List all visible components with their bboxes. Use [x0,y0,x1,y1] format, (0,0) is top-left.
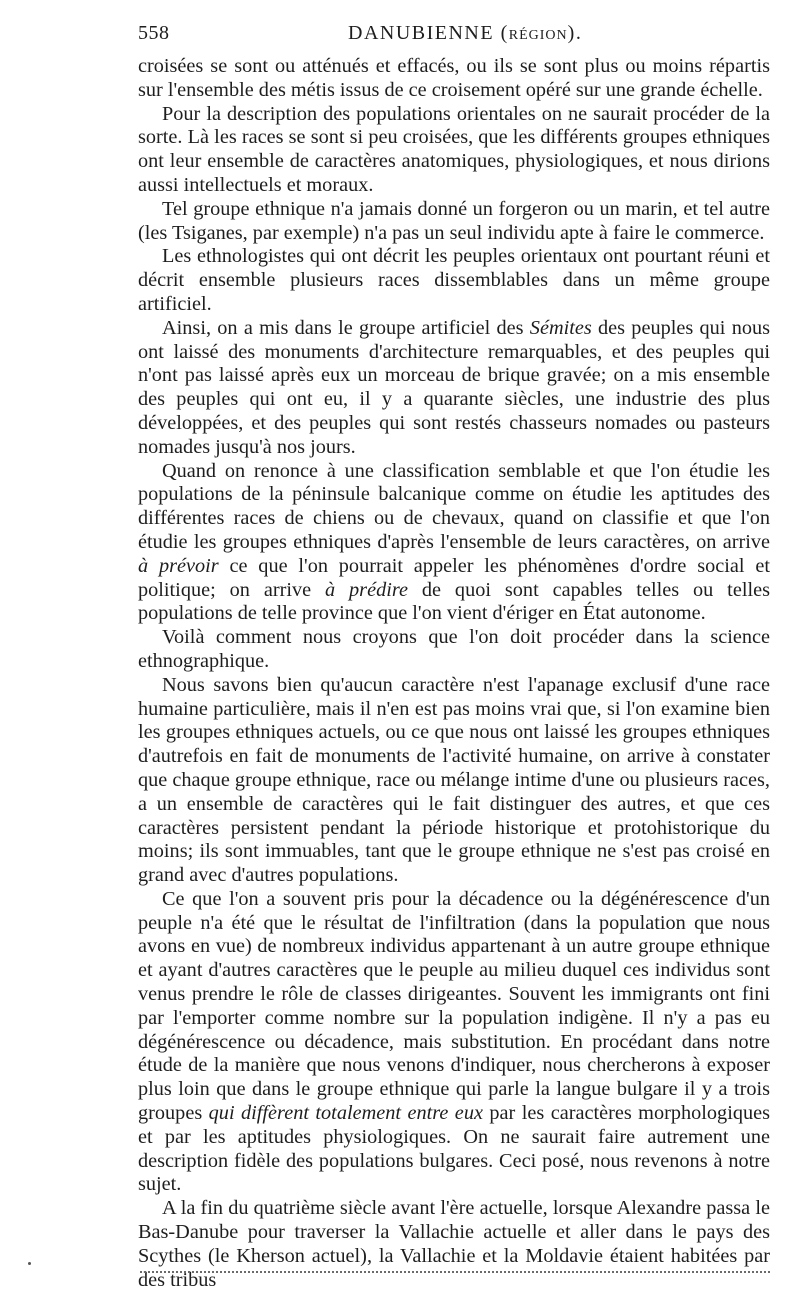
text-run: Nous savons bien qu'aucun caractère n'est l'apanage exclusif d'une race humaine particulière, mais il n'en est pas moins vrai que, si l'on examine bien les groupes ethniques actuels, ou ce que nous ont laissé les groupes ethniques d'autrefois en fait de monuments de l'activité humaine, on arrive à constater que chaque groupe ethnique, race ou mélange intime d'une ou plusieurs races, a un ensemble de caractères qui le fait distinguer des autres, et que ces caractères persistent pendant la période historique et protohistorique du moins; ils sont immuables, tant que le groupe ethnique ne s'est pas croisé en grand avec d'autres populations. [138,673,770,887]
footer-dotted-rule [140,1271,770,1273]
paragraph [138,626,770,674]
italic-text: qui diffèrent totalement entre eux [208,1102,483,1125]
text-run: Tel groupe ethnique n'a jamais donné un forgeron ou un marin, et tel autre (les Tsiganes, par exemple) n'a pas un seul individu apte à faire le commerce. [138,197,770,244]
text-run: Ainsi, on a mis dans le groupe artificiel des [162,316,530,339]
paragraph [138,55,770,103]
text-run: par les caractères morphologiques et par les aptitudes physiologiques. On ne saurait faire autrement une description fidèle des populations bulgares. Ceci posé, nous revenons à notre sujet. [138,1102,771,1196]
running-head [348,22,582,45]
page-number: 558 [138,22,170,44]
paragraph [138,674,770,888]
text-run: Quand on renonce à une classification semblable et que l'on étudie les populations de la péninsule balcanique comme on étudie les aptitudes des différentes races de chiens ou de chevaux, quand on classifie et que l'on étudie les groupes ethniques d'après l'ensemble de leurs caractères, on arrive [138,459,770,553]
text-run: croisées se sont ou atténués et effacés, ou ils se sont plus ou moins répartis sur l'ensemble des métis issus de ce croisement opéré sur une grande échelle. [138,55,770,101]
text-run: Pour la description des populations orientales on ne saurait procéder de la sorte. Là les races se sont si peu croisées, que les différents groupes ethniques ont leur ensemble de caractères anatomiques, physiologiques, et nous dirions aussi intellectuels et moraux. [138,102,770,196]
running-head-small-caps: RÉGION [508,28,568,43]
italic-text: Sémites [529,316,592,339]
text-run: de quoi sont capables telles ou telles populations de telle province que l'on vient d'ériger en État autonome. [138,578,770,625]
text-run: Ce que l'on a souvent pris pour la décadence ou la dégénérescence d'un peuple n'a été que le résultat de l'infiltration (dans la population que nous avons en vue) de nombreux individus appartenant à un autre groupe ethnique et ayant d'autres caractères que le peuple au milieu duquel ces individus sont venus prendre le rôle de classes dirigeantes. Souvent les immigrants ont fini par l'emporter comme nombre sur la population indigène. Il n'y a pas eu dégénérescence ou décadence, mais substitution. En procédant dans notre étude de la manière que nous venons d'indiquer, nous chercherons à exposer plus loin que dans le groupe ethnique qui parle la langue bulgare il y a trois groupes [138,887,770,1125]
paragraph [138,317,770,460]
text-run: A la fin du quatrième siècle avant l'ère actuelle, lorsque Alexandre passa le Bas-Danube pour traverser la Vallachie actuelle et aller dans le pays des Scythes (le Kherson actuel), la Vallachie et la Moldavie étaient habitées par des tribus [138,1197,770,1291]
running-head-main: DANUBIENNE ( [348,22,509,44]
paragraph [138,888,770,1197]
page-header [138,22,770,52]
text-run: des peuples qui nous ont laissé des monuments d'architecture remarquables, et des peuples qui n'ont pas laissé après eux un morceau de brique gravée; on a mis ensemble des peuples qui ont eu, il y a quarante siècles, une industrie des plus développées, et des peuples qui sont restés chasseurs nomades ou pasteurs nomades jusqu'à nos jours. [138,316,771,458]
italic-text: à prédire [325,578,408,601]
paragraph [138,245,770,316]
text-run: Voilà comment nous croyons que l'on doit procéder dans la science ethnographique. [138,626,770,672]
stray-ink-mark [28,1262,31,1265]
paragraph [138,460,770,627]
text-run: Les ethnologistes qui ont décrit les peuples orientaux ont pourtant réuni et décrit ensemble plusieurs races dissemblables dans un même groupe artificiel. [138,245,770,315]
paragraph [138,198,770,246]
paragraph [138,1197,770,1292]
paragraph [138,103,770,198]
running-head-end: ). [567,22,583,44]
body-text [138,55,770,1292]
italic-text: à prévoir [138,554,219,577]
text-run: ce que l'on pourrait appeler les phénomènes d'ordre social et politique; on arrive [138,554,770,601]
